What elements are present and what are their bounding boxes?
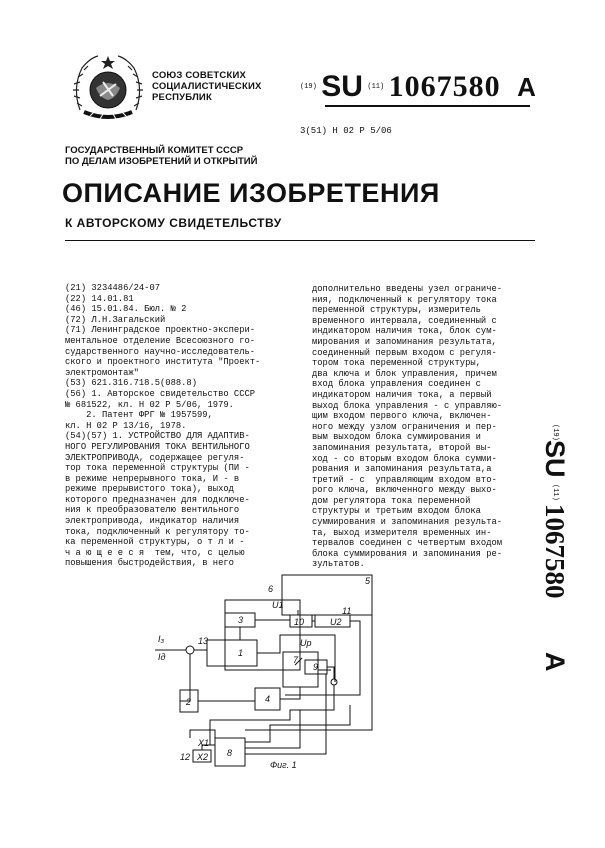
document-number xyxy=(300,70,536,104)
block-diagram xyxy=(150,570,385,770)
label-block-8: 8 xyxy=(227,748,233,758)
committee-line: ПО ДЕЛАМ ИЗОБРЕТЕНИЙ И ОТКРЫТИЙ xyxy=(65,156,258,167)
label-block-3: 3 xyxy=(238,615,244,625)
label-up: Uр xyxy=(300,638,312,648)
side-code-11: (11) xyxy=(551,484,559,501)
label-block-1: 1 xyxy=(238,648,244,658)
document-title: ОПИСАНИЕ ИЗОБРЕТЕНИЯ xyxy=(62,178,440,208)
label-block-4: 4 xyxy=(265,694,271,704)
label-block-9: 9 xyxy=(313,662,319,672)
committee-line: ГОСУДАРСТВЕННЫЙ КОМИТЕТ СССР xyxy=(65,145,244,156)
label-block-11: 11 xyxy=(342,606,352,616)
label-block-7: 7 xyxy=(293,655,299,665)
claims-column: дополнительно введены узел ограниче- ния, подключенный к регулятору тока переменной структуры, измеритель временного интервала, соединенный с индикатором наличия тока, блок сум- мирования и запоминания результата, соединенный первым входом с регуля- тором тока переменной структуры, два ключа и блок управления, причем вход блока управления соединен с индикатором наличия тока, а первый выход блока управления - с управляю- щим входом первого ключа, включен- ного между узлом ограничения и пер- вым выходом блока суммирования и запоминания результата, второй вы- ход - со вторым входом блока сумми- рования и запоминания результата,а третий - с управляющим входом вто- рого ключа, включенного между выхо- дом регулятора тока переменной структуры и третьим входом блока суммирования и запоминания результа- та, выход измерителя временных ин- тервалов соединен с четвертым входом блока суммирования и запоминания ре- зультатов. xyxy=(312,284,503,570)
label-6: 6 xyxy=(268,584,274,594)
ipc-class: 3(51) Н 02 Р 5/06 xyxy=(300,126,392,136)
label-block-2: 2 xyxy=(186,697,192,707)
side-country-code: SU xyxy=(540,440,570,478)
label-id: Iд xyxy=(158,652,166,662)
side-code-19: (19) xyxy=(551,424,559,441)
code-11: (11) xyxy=(367,83,385,91)
label-block-10: 10 xyxy=(294,617,305,627)
committee-name xyxy=(65,145,257,167)
issuer-name xyxy=(152,70,262,103)
label-block-12: 12 xyxy=(180,752,191,762)
summing-node-right xyxy=(331,679,337,685)
kind-code: A xyxy=(517,71,536,102)
figure-caption: Фиг. 1 xyxy=(270,760,297,770)
label-u2: U2 xyxy=(330,617,342,627)
label-u1: U1 xyxy=(272,600,284,610)
code-19: (19) xyxy=(300,83,317,91)
ussr-emblem xyxy=(70,50,146,126)
issuer-line: СОЦИАЛИСТИЧЕСКИХ xyxy=(152,81,262,92)
document-subtitle: К АВТОРСКОМУ СВИДЕТЕЛЬСТВУ xyxy=(65,216,282,230)
label-node-13: 13 xyxy=(198,636,209,646)
side-kind-code: A xyxy=(540,652,570,672)
label-x1: X1 xyxy=(198,738,210,748)
issuer-line: РЕСПУБЛИК xyxy=(152,92,212,103)
block-1 xyxy=(207,640,257,666)
issuer-line: СОЮЗ СОВЕТСКИХ xyxy=(152,70,247,81)
summing-node-13 xyxy=(186,646,194,654)
label-i3: I₃ xyxy=(158,634,165,644)
side-patent-number: 1067580 xyxy=(540,504,570,599)
header-rule xyxy=(325,105,530,107)
frame-5 xyxy=(282,575,372,615)
label-frame-5: 5 xyxy=(365,576,371,586)
side-patent-stamp xyxy=(540,420,580,710)
bibliographic-column: (21) 3234486/24-07 (22) 14.01.81 (46) 15.01.84. Бюл. № 2 (72) Л.Н.Загальский (71) Ленинградское проектно-экспери- ментальное отделение Всесоюзного го- сударственного научно-исследователь- ского и проектного института "Проект- электромонтаж" (53) 621.316.718.5(088.8) (56) 1. Авторское свидетельство СССР № 681522, кл. Н 02 Р 5/06, 1979. 2. Патент ФРГ № 1957599, кл. Н 02 Р 13/16, 1978. (54)(57) 1. УСТРОЙСТВО ДЛЯ АДАПТИВ- НОГО РЕГУЛИРОВАНИЯ ТОКА ВЕНТИЛЬНОГО ЭЛЕКТРОПРИВОДА, содержащее регуля- тор тока переменной структуры (ПИ - в режиме непрерывного тока, И - в режиме прерывистого тока), выход которого предназначен для подключе- ния к преобразователю вентильного электропривода, индикатор наличия тока, подключенный к регулятору то- ка переменной структуры, о т л и - ч а ю щ е е с я тем, что, с целью повышения быстродействия, в него xyxy=(65,283,261,569)
title-rule xyxy=(65,240,535,241)
label-x2: X2 xyxy=(197,752,209,762)
patent-number: 1067580 xyxy=(388,70,501,103)
country-code: SU xyxy=(321,70,363,103)
